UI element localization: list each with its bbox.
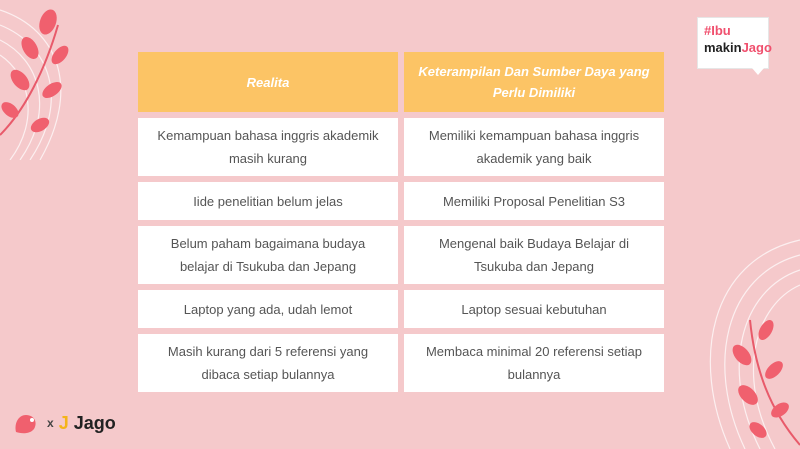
- comparison-table: [138, 52, 664, 398]
- table-row: [138, 182, 664, 220]
- table-row: [138, 118, 664, 176]
- table-cell: Laptop yang ada, udah lemot: [138, 290, 398, 328]
- table-cell: Membaca minimal 20 referensi setiap bulannya: [404, 334, 664, 392]
- table-cell: Mengenal baik Budaya Belajar di Tsukuba dan Jepang: [404, 226, 664, 284]
- brand-x: x: [47, 416, 54, 430]
- leaf-branch-icon: [0, 0, 140, 160]
- table-row: [138, 226, 664, 284]
- header-realita: Realita: [138, 52, 398, 112]
- table-cell: Kemampuan bahasa inggris akademik masih kurang: [138, 118, 398, 176]
- brand-name: Jago: [73, 412, 116, 433]
- table-cell: Laptop sesuai kebutuhan: [404, 290, 664, 328]
- hashtag-badge: [697, 17, 772, 69]
- table-row: [138, 290, 664, 328]
- table-row: [138, 334, 664, 392]
- table-cell: Iide penelitian belum jelas: [138, 182, 398, 220]
- badge-makin: makin: [704, 40, 742, 55]
- table-cell: Memiliki Proposal Penelitian S3: [404, 182, 664, 220]
- header-keterampilan: Keterampilan Dan Sumber Daya yang Perlu Dimiliki: [404, 52, 664, 112]
- badge-hash: #Ibu: [704, 23, 731, 38]
- table-header-row: [138, 52, 664, 112]
- table-cell: Belum paham bagaimana budaya belajar di Tsukuba dan Jepang: [138, 226, 398, 284]
- ibu-logo-icon: [12, 412, 42, 434]
- table-cell: Masih kurang dari 5 referensi yang dibaca setiap bulannya: [138, 334, 398, 392]
- badge-tail: [752, 68, 764, 75]
- jago-logo-icon: J: [58, 412, 69, 433]
- curved-lines-decoration: [670, 220, 800, 449]
- badge-jago: Jago: [741, 40, 772, 55]
- brand-logos: [12, 410, 116, 436]
- table-cell: Memiliki kemampuan bahasa inggris akademik yang baik: [404, 118, 664, 176]
